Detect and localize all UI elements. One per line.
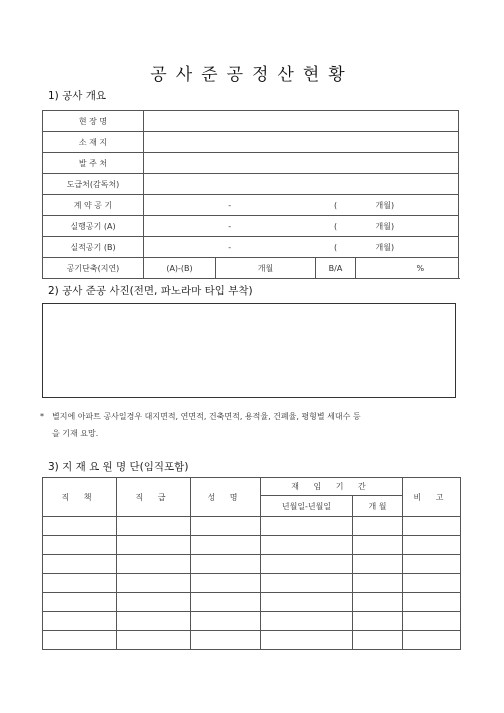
overview-row-label: 소 재 지	[43, 132, 144, 153]
staff-row	[43, 517, 461, 536]
header-remarks: 비 고	[403, 478, 461, 517]
overview-row	[43, 237, 459, 258]
staff-cell	[261, 593, 353, 612]
staff-cell	[117, 574, 191, 593]
overview-value	[144, 111, 459, 132]
overview-row-label: 도급처(감독처)	[43, 174, 144, 195]
header-months: 개 월	[353, 496, 403, 517]
paren-open: (	[316, 216, 356, 237]
months-cell: 개월	[216, 258, 316, 279]
staff-list-table	[42, 477, 461, 650]
header-name: 성 명	[191, 478, 261, 517]
staff-cell	[43, 536, 117, 555]
overview-row-label: 공기단축(지연)	[43, 258, 144, 279]
staff-cell	[191, 612, 261, 631]
staff-cell	[43, 612, 117, 631]
paren-open: (	[316, 237, 356, 258]
staff-cell	[261, 517, 353, 536]
staff-cell	[191, 574, 261, 593]
staff-cell	[403, 593, 461, 612]
staff-cell	[191, 555, 261, 574]
overview-row-label: 실적공기 (B)	[43, 237, 144, 258]
paren-open: (	[316, 195, 356, 216]
staff-cell	[43, 555, 117, 574]
staff-row	[43, 631, 461, 650]
ratio-cell: B/A	[316, 258, 356, 279]
overview-value	[144, 174, 459, 195]
overview-row-label: 계 약 공 기	[43, 195, 144, 216]
note-line-2: 을 기재 요망.	[52, 429, 99, 438]
staff-row	[43, 593, 461, 612]
staff-cell	[43, 517, 117, 536]
project-overview-table	[42, 110, 459, 279]
staff-cell	[191, 517, 261, 536]
staff-row	[43, 555, 461, 574]
staff-cell	[353, 574, 403, 593]
section1-heading: 1) 공사 개요	[48, 90, 107, 102]
staff-cell	[261, 536, 353, 555]
overview-row-label: 현 장 명	[43, 111, 144, 132]
staff-cell	[353, 555, 403, 574]
staff-cell	[117, 536, 191, 555]
header-rank: 직 급	[117, 478, 191, 517]
formula-cell: (A)-(B)	[144, 258, 216, 279]
staff-cell	[261, 574, 353, 593]
staff-cell	[403, 631, 461, 650]
staff-cell	[191, 593, 261, 612]
date-range-cell: -	[144, 195, 316, 216]
overview-value	[144, 153, 459, 174]
staff-cell	[403, 555, 461, 574]
page-title: 공사준공정산현황	[150, 65, 354, 85]
staff-cell	[403, 574, 461, 593]
staff-cell	[403, 612, 461, 631]
date-range-cell: -	[144, 216, 316, 237]
staff-cell	[191, 536, 261, 555]
staff-row	[43, 612, 461, 631]
staff-cell	[403, 536, 461, 555]
staff-cell	[353, 612, 403, 631]
overview-row-label: 발 주 처	[43, 153, 144, 174]
date-range-cell: -	[144, 237, 316, 258]
overview-row	[43, 174, 459, 195]
staff-cell	[353, 536, 403, 555]
percent-cell: %	[356, 258, 459, 279]
overview-value	[144, 132, 459, 153]
overview-row	[43, 216, 459, 237]
section2-heading: 2) 공사 준공 사진(전면, 파노라마 타입 부착)	[48, 285, 253, 297]
photo-attachment-box	[42, 303, 456, 398]
staff-cell	[261, 555, 353, 574]
staff-cell	[117, 593, 191, 612]
staff-cell	[117, 517, 191, 536]
staff-cell	[261, 631, 353, 650]
overview-row-label: 실행공기 (A)	[43, 216, 144, 237]
staff-cell	[117, 612, 191, 631]
photo-note	[40, 408, 470, 442]
staff-cell	[261, 612, 353, 631]
overview-row-shortening	[43, 258, 459, 279]
months-unit: 개월)	[356, 237, 459, 258]
header-period: 년월일-년월일	[261, 496, 353, 517]
overview-row	[43, 111, 459, 132]
staff-row	[43, 574, 461, 593]
note-line-1: 별지에 아파트 공사일경우 대지면적, 연면적, 건축면적, 용적율, 건폐율, 평형별 세대수 등	[52, 412, 361, 421]
header-duty: 직 책	[43, 478, 117, 517]
overview-row	[43, 132, 459, 153]
staff-cell	[43, 593, 117, 612]
staff-cell	[117, 555, 191, 574]
overview-row	[43, 153, 459, 174]
staff-cell	[403, 517, 461, 536]
staff-cell	[353, 631, 403, 650]
staff-cell	[191, 631, 261, 650]
staff-cell	[353, 517, 403, 536]
staff-row	[43, 536, 461, 555]
header-tenure: 재 임 기 간	[261, 478, 403, 496]
staff-cell	[117, 631, 191, 650]
overview-row	[43, 195, 459, 216]
note-bullet: *	[40, 412, 44, 421]
staff-cell	[43, 574, 117, 593]
staff-cell	[353, 593, 403, 612]
months-unit: 개월)	[356, 216, 459, 237]
section3-heading: 3) 지 재 요 원 명 단(임직포함)	[48, 461, 189, 473]
months-unit: 개월)	[356, 195, 459, 216]
staff-cell	[43, 631, 117, 650]
